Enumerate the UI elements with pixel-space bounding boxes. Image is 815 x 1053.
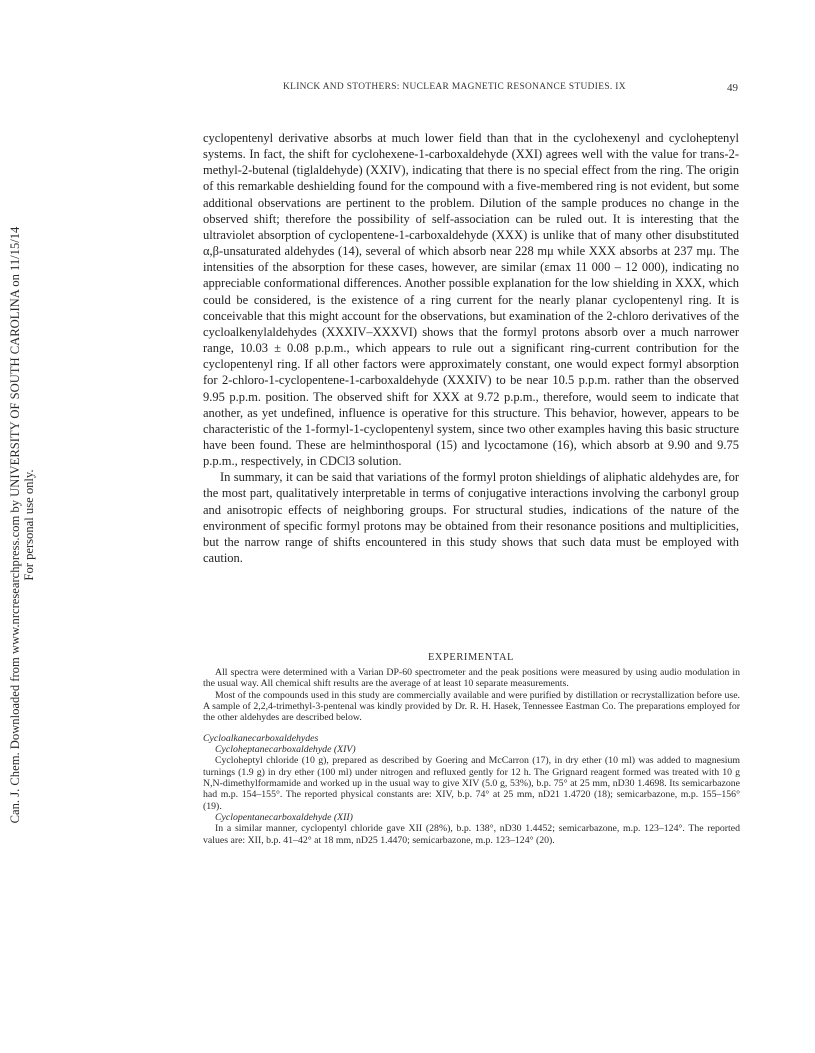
download-stamp-line2: For personal use only.: [22, 469, 36, 581]
experimental-paragraph-1: All spectra were determined with a Varian DP-60 spectrometer and the peak positions were measured by using audio modulation in the usual way. All chemical shift results are the average of at least 10 separate measurements.: [203, 667, 740, 690]
experimental-section: [203, 667, 740, 846]
running-title: KLINCK AND STOTHERS: NUCLEAR MAGNETIC RESONANCE STUDIES. IX: [283, 82, 626, 92]
page-number: 49: [727, 82, 738, 94]
download-stamp: [8, 10, 36, 1040]
subsection-heading: Cycloalkanecarboxaldehydes: [203, 732, 319, 744]
body-paragraph-2: In summary, it can be said that variations of the formyl proton shieldings of aliphatic aldehydes are, for the most part, qualitatively interpretable in terms of conjugative interactions involving the carbonyl group and anisotropic effects of neighboring groups. For structural studies, indications of the nature of the environment of specific formyl protons may be obtained from their resonance positions and multiplicities, but the narrow range of shifts encountered in this study shows that such data must be employed with caution.: [203, 470, 739, 566]
main-body: [203, 130, 739, 566]
experimental-paragraph-2: Most of the compounds used in this study are commercially available and were purified by distillation or recrystallization before use. A sample of 2,2,4-trimethyl-3-pentenal was kindly provided by Dr. R. H. Hasek, Tennessee Eastman Co. The preparations employed for the other aldehydes are described below.: [203, 689, 740, 724]
compound-heading-xiv: Cycloheptanecarboxaldehyde (XIV): [215, 744, 356, 756]
compound-text-xiv: Cycloheptyl chloride (10 g), prepared as described by Goering and McCarron (17), in dry ether (10 ml) was added to magnesium turnings (1.9 g) in dry ether (100 ml) under nitrogen and refluxed gently for 12 h. The Grignard reagent formed was treated with 10 g N,N-dimethylformamide and worked up in the usual way to give XIV (5.0 g, 53%), b.p. 75° at 25 mm, nD30 1.4698. Its semicarbazone had m.p. 154–155°. The reported physical constants are: XIV, b.p. 74° at 25 mm, nD21 1.4720 (18); semicarbazone, m.p. 155–156° (19).: [203, 755, 740, 812]
section-heading-experimental: EXPERIMENTAL: [427, 652, 515, 663]
compound-text-xii: In a similar manner, cyclopentyl chloride gave XII (28%), b.p. 138°, nD30 1.4452; semicarbazone, m.p. 123–124°. The reported values are: XII, b.p. 41–42° at 18 mm, nD25 1.4470; semicarbazone, m.p. 123–124° (20).: [203, 823, 740, 846]
body-paragraph-1: cyclopentenyl derivative absorbs at much lower field than that in the cyclohexenyl and cycloheptenyl systems. In fact, the shift for cyclohexene-1-carboxaldehyde (XXI) agrees well with the value for trans-2-methyl-2-butenal (tiglaldehyde) (XXIV), indicating that there is no special effect from the ring. The origin of this remarkable deshielding found for the compound with a five-membered ring is not evident, but some additional observations are pertinent to the problem. Dilution of the sample produces no change in the observed shift; therefore the possibility of self-association can be ruled out. It is interesting that the ultraviolet absorption of cyclopentene-1-carboxaldehyde (XXX) is unlike that of many other disubstituted α,β-unsaturated aldehydes (14), several of which absorb near 228 mμ while XXX absorbs at 237 mμ. The intensities of the absorption for these cases, however, are similar (εmax 11 000 – 12 000), indicating no appreciable conformational differences. Another possible explanation for the low shielding in XXX, which could be considered, is the existence of a ring current for the nearly planar cyclopentenyl ring. It is conceivable that this might account for the observations, but examination of the 2-chloro derivatives of the cycloalkenylaldehydes (XXXIV–XXXVI) shows that the formyl protons absorb over a much narrower range, 10.03 ± 0.08 p.p.m., which appears to rule out a significant ring-current contribution for the cyclopentenyl ring. If all other factors were approximately constant, one would expect formyl absorption for 2-chloro-1-cyclopentene-1-carboxaldehyde (XXXIV) to be near 10.5 p.p.m. rather than the observed 9.95 p.p.m. position. The observed shift for XXX at 9.72 p.p.m., therefore, would seem to indicate that another, as yet undefined, influence is operative for this structure. This behavior, however, appears to be characteristic of the 1-formyl-1-cyclopentenyl system, since two other examples having this basic structure have been found. These are helminthosporal (15) and lycoctamone (16), which absorb at 9.90 and 9.75 p.p.m., respectively, in CDCl3 solution.: [203, 131, 739, 469]
compound-heading-xii: Cyclopentanecarboxaldehyde (XII): [215, 812, 353, 824]
download-stamp-line1: Can. J. Chem. Downloaded from www.nrcresearchpress.com by UNIVERSITY OF SOUTH CAROLINA on 11/15/14: [8, 226, 22, 824]
